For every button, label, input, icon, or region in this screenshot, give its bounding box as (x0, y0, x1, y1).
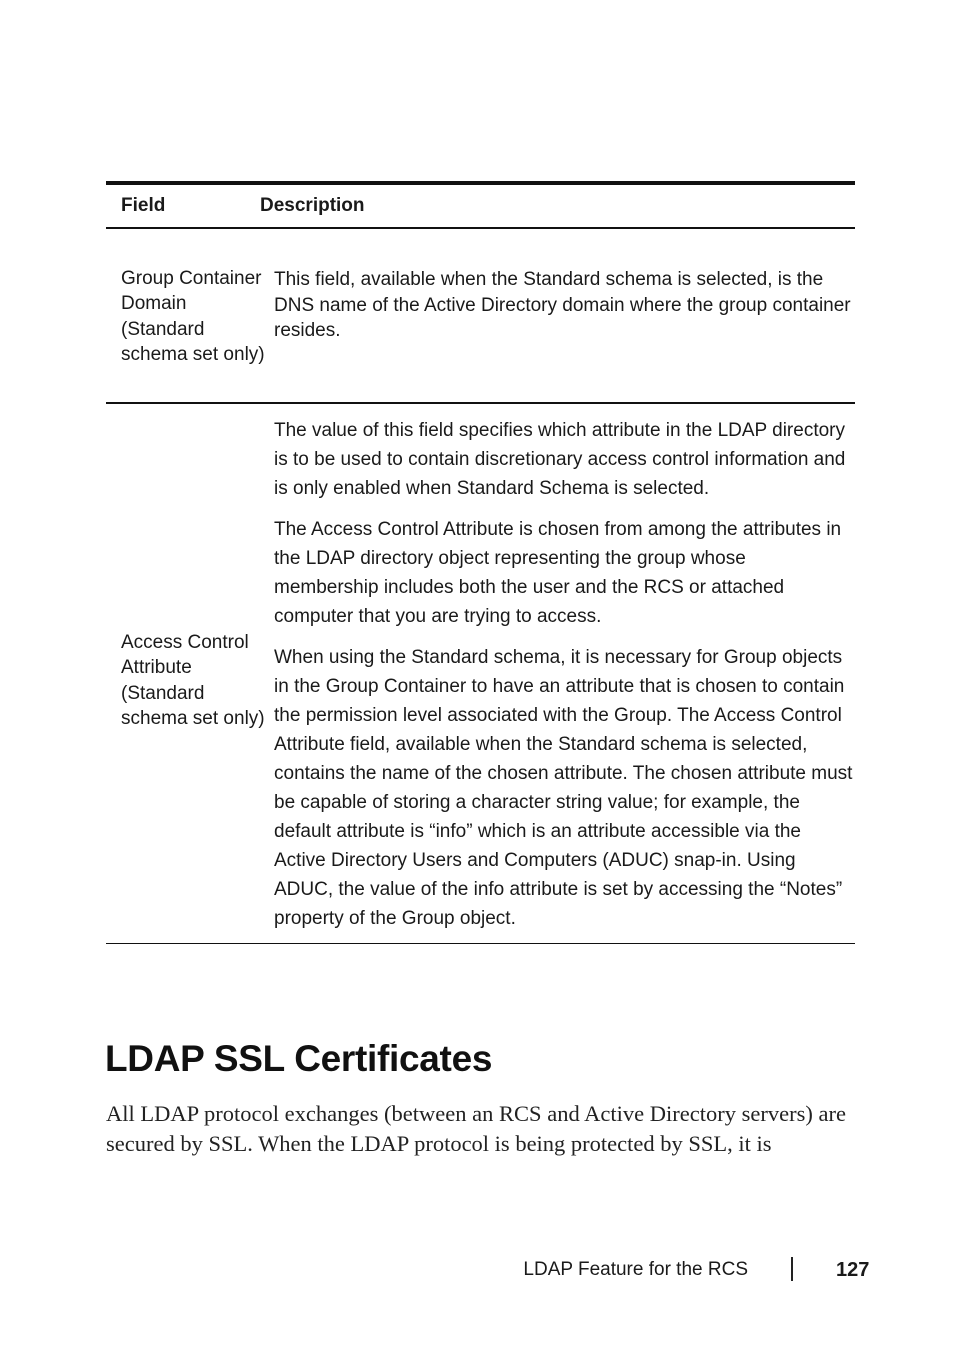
field-name-text: Access Control Attribute (Standard schema set only) (121, 631, 265, 729)
section-body-text: All LDAP protocol exchanges (between an RCS and Active Directory servers) are secured by SSL. When the LDAP protocol is being protected by SSL, it is (106, 1101, 846, 1156)
field-name-text: Group Container Domain (Standard schema set only) (121, 267, 265, 365)
description-paragraph: The value of this field specifies which attribute in the LDAP directory is to be used to contain discretionary access control information and is only enabled when Standard Schema is selected. (274, 420, 846, 499)
header-field: Field (121, 195, 166, 216)
field-name (106, 416, 274, 933)
field-description (274, 229, 855, 402)
field-description-table (106, 181, 855, 944)
field-name (106, 229, 274, 402)
page-footer (0, 1257, 954, 1283)
table-row (106, 229, 855, 404)
field-description (274, 416, 855, 933)
table-header-row (106, 185, 855, 229)
description-paragraph: When using the Standard schema, it is necessary for Group objects in the Group Container to have an attribute that is chosen to contain the permission level associated with the Group. The Access Control Attribute field, available when the Standard schema is selected, contains the name of the chosen attribute. The chosen attribute must be capable of storing a character string value; for example, the default attribute is “info” which is an attribute accessible via the Active Directory Users and Computers (ADUC) snap-in. Using ADUC, the value of the info attribute is set by accessing the “Notes” property of the Group object. (274, 647, 853, 929)
header-description: Description (260, 195, 365, 216)
footer-chapter-title: LDAP Feature for the RCS (523, 1259, 748, 1280)
footer-separator (791, 1257, 793, 1281)
description-paragraph: The Access Control Attribute is chosen from among the attributes in the LDAP directory object representing the group whose membership includes both the user and the RCS or attached computer that you are trying to access. (274, 519, 842, 627)
table-row (106, 404, 855, 944)
page-number: 127 (836, 1259, 870, 1281)
section-heading: LDAP SSL Certificates (105, 1038, 493, 1079)
description-paragraph: This field, available when the Standard schema is selected, is the DNS name of the Active Directory domain where the group container resides. (274, 269, 851, 342)
